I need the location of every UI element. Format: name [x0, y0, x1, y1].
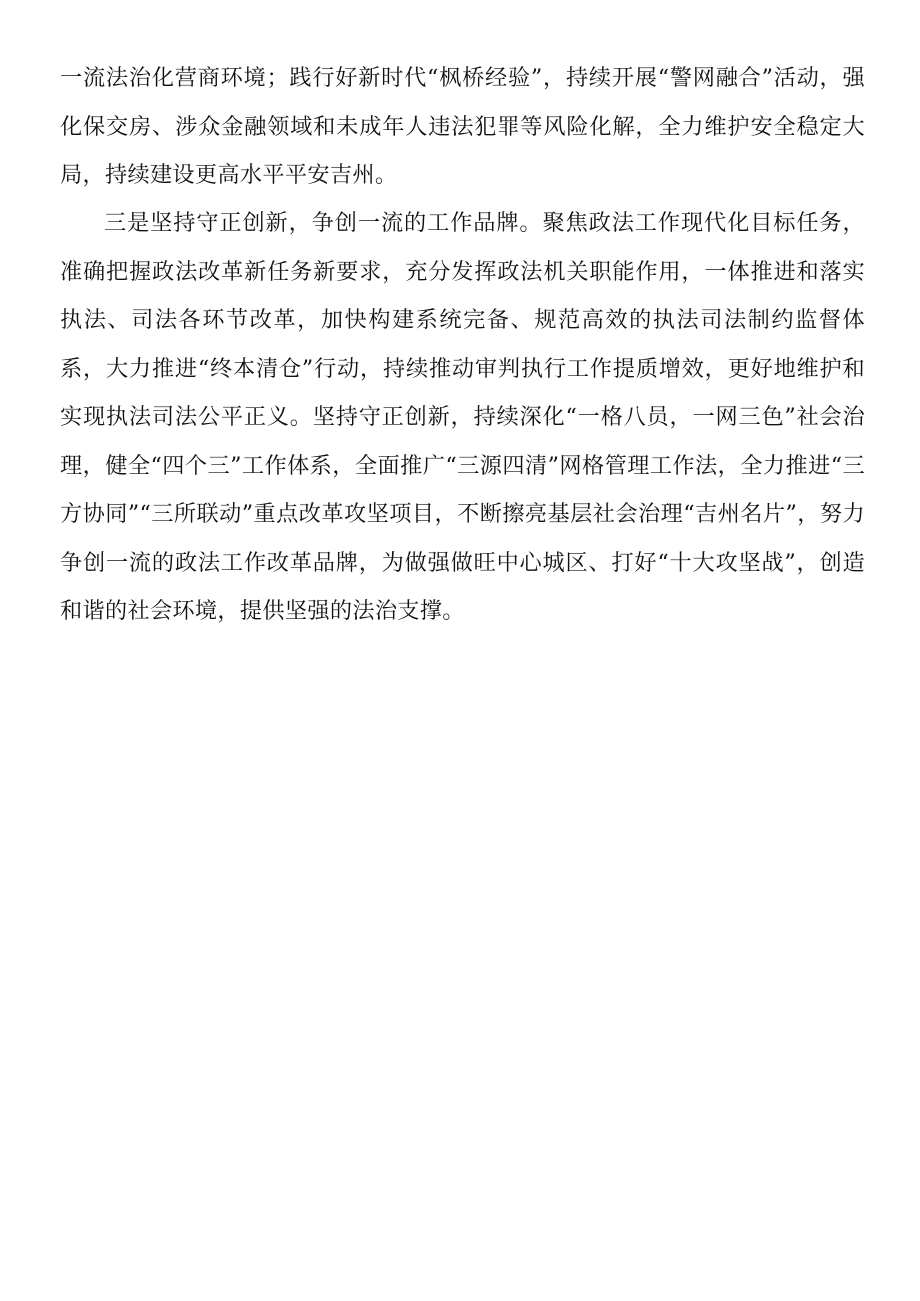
- paragraph-continuation: 一流法治化营商环境；践行好新时代“枫桥经验”，持续开展“警网融合”活动，强化保交房、涉众金融领域和未成年人违法犯罪等风险化解，全力维护安全稳定大局，持续建设更高水平平安吉州。: [60, 65, 865, 188]
- paragraph-third-point: 三是坚持守正创新，争创一流的工作品牌。聚焦政法工作现代化目标任务，准确把握政法改革新任务新要求，充分发挥政法机关职能作用，一体推进和落实执法、司法各环节改革，加快构建系统完备、规范高效的执法司法制约监督体系，大力推进“终本清仓”行动，持续推动审判执行工作提质增效，更好地维护和实现执法司法公平正义。坚持守正创新，持续深化“一格八员，一网三色”社会治理，健全“四个三”工作体系，全面推广“三源四清”网格管理工作法，全力推进“三方协同”“三所联动”重点改革攻坚项目，不断擦亮基层社会治理“吉州名片”，努力争创一流的政法工作改革品牌，为做强做旺中心城区、打好“十大攻坚战”，创造和谐的社会环境，提供坚强的法治支撑。: [60, 210, 865, 624]
